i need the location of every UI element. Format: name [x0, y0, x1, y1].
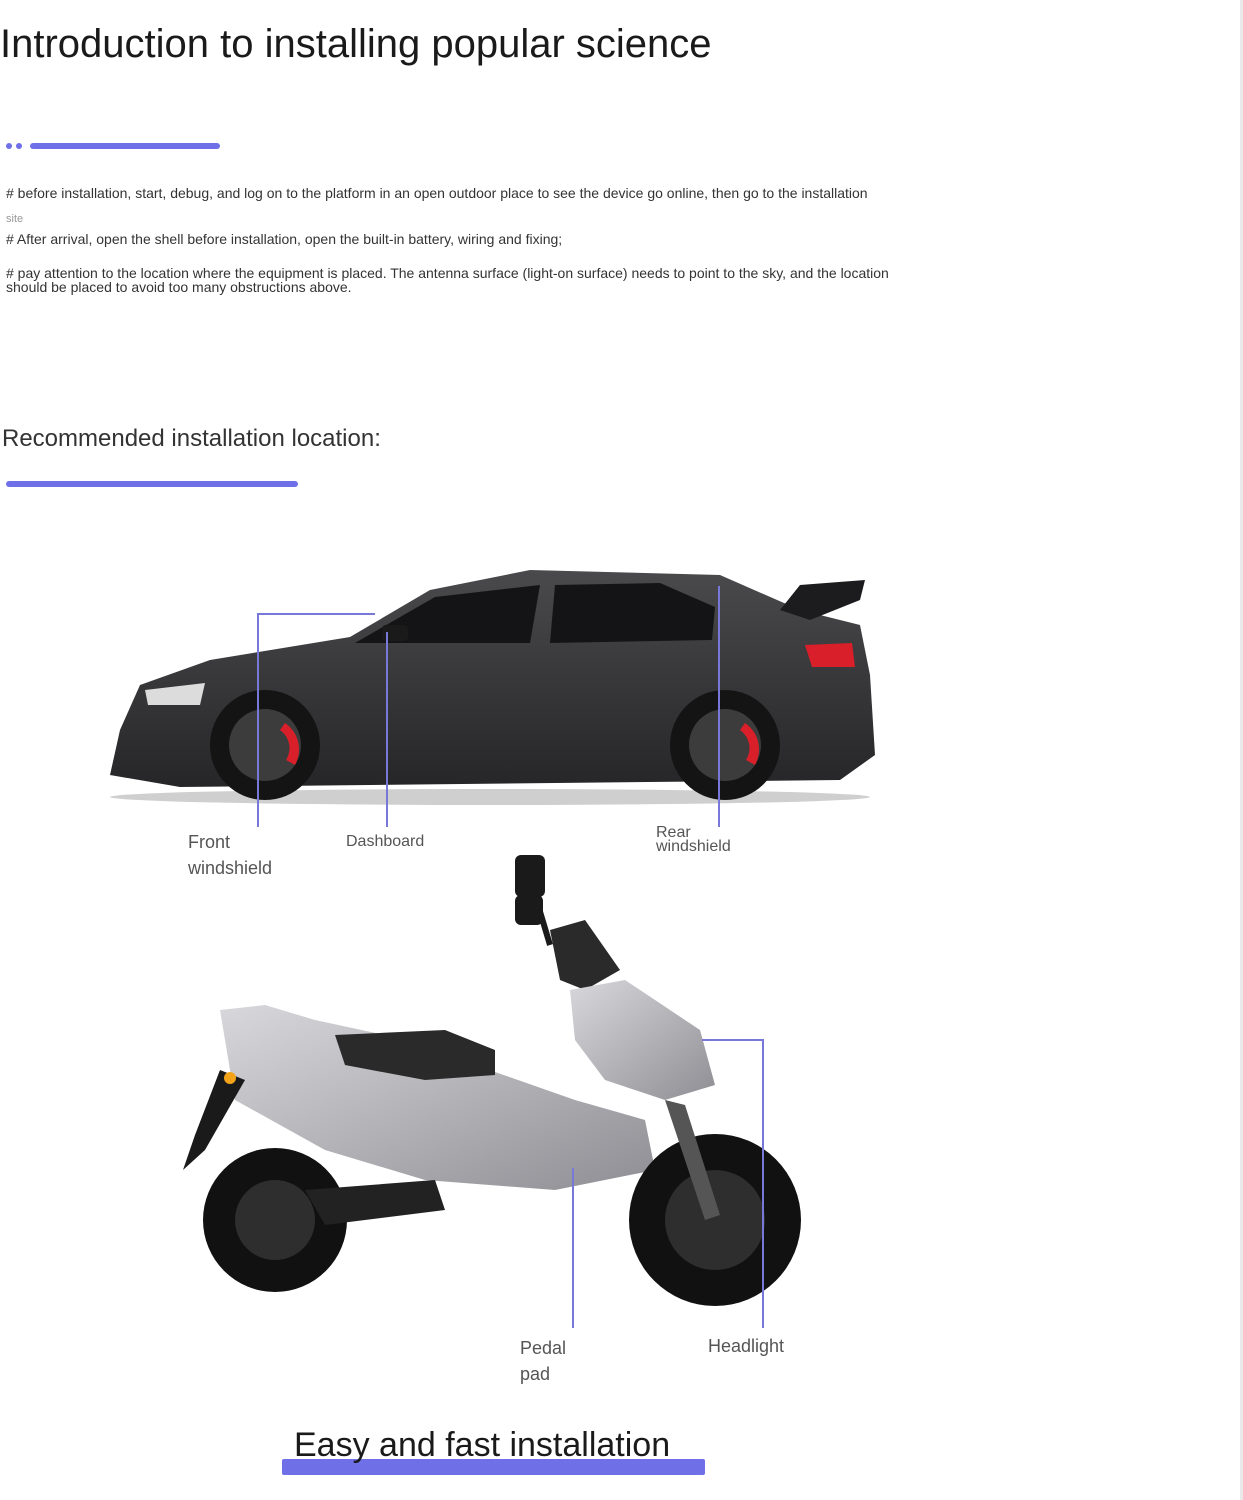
leader-rear-windshield [718, 586, 720, 827]
car-shadow [110, 789, 870, 805]
leader-dashboard [386, 632, 388, 827]
footer-title: Easy and fast installation [294, 1426, 671, 1464]
note-2: # After arrival, open the shell before installation, open the built-in battery, wiring and fixing; [6, 231, 563, 247]
note-1-continued: site [6, 213, 24, 225]
divider-dot [6, 143, 12, 149]
scooter-fairing [570, 980, 715, 1100]
page-title: Introduction to installing popular science [0, 22, 712, 66]
car-spoiler [780, 580, 865, 620]
section-title: Recommended installation location: [2, 425, 381, 452]
scooter-rear-fender [183, 1070, 245, 1170]
car-illustration [100, 555, 890, 815]
scooter-front-rim [665, 1170, 765, 1270]
label-pedal-pad [520, 1335, 566, 1387]
label-line: windshield [188, 858, 273, 878]
scooter-rear-rim [235, 1180, 315, 1260]
note-3: # pay attention to the location where the equipment is placed. The antenna surface (light-on surface) needs to point to the sky, and the location should be placed to avoid too many obstructions above. [6, 265, 889, 295]
scooter-cowl [550, 920, 620, 990]
leader-pedal-pad [572, 1168, 574, 1328]
scooter-rear-light [224, 1072, 236, 1084]
label-line: Front [188, 832, 231, 852]
label-headlight: Headlight [708, 1336, 785, 1356]
scooter-illustration [175, 850, 815, 1320]
section-divider [6, 481, 298, 487]
label-line: windshield [656, 838, 731, 855]
label-dashboard: Dashboard [346, 833, 425, 850]
label-line: Pedal [520, 1338, 567, 1358]
car-tail-light [805, 643, 855, 667]
label-line: Rear [656, 824, 691, 841]
leader-headlight-top [702, 1039, 764, 1041]
leader-headlight [762, 1039, 764, 1328]
divider-bar [30, 143, 220, 149]
divider-dot [16, 143, 22, 149]
label-line: pad [520, 1364, 551, 1384]
leader-front-windshield [257, 613, 259, 827]
leader-front-windshield-top [257, 613, 375, 615]
note-1: # before installation, start, debug, and log on to the platform in an open outdoor place to see the device go online, then go to the installation [6, 185, 868, 201]
scooter-mirror [515, 855, 545, 897]
